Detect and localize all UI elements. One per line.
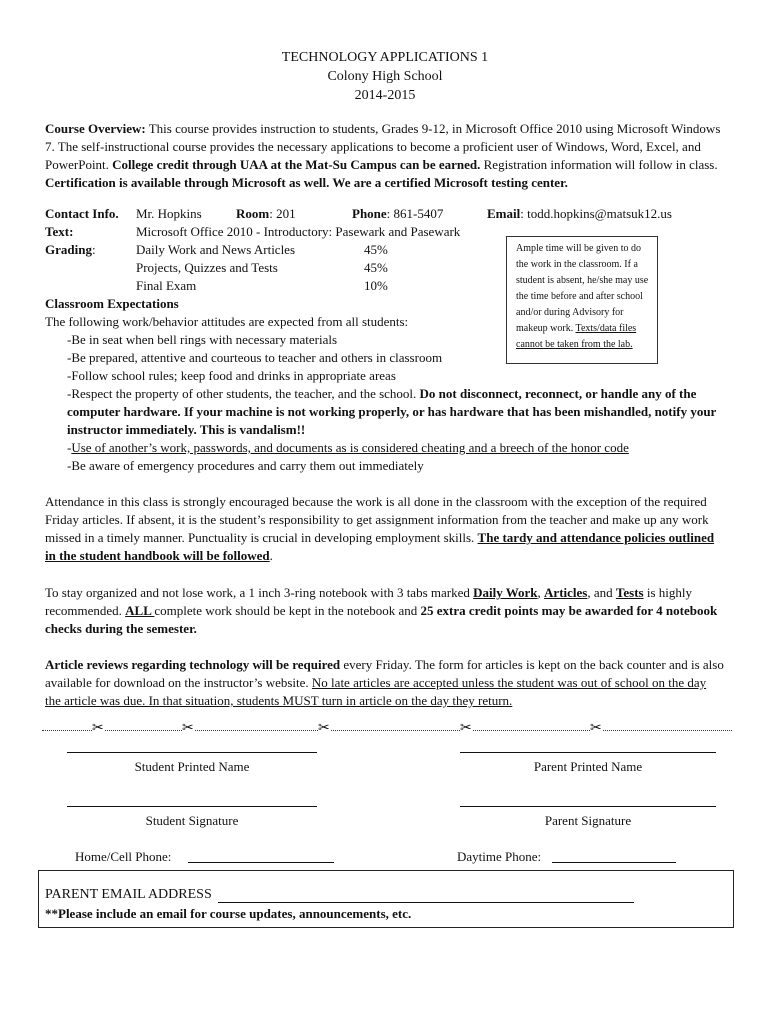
teacher-name: Mr. Hopkins <box>136 206 202 221</box>
phone-label: Phone <box>352 206 387 221</box>
textbook: Microsoft Office 2010 - Introductory: Pasewark and Pasewark <box>136 224 461 239</box>
lab-files-note: Texts/data files cannot be taken from the lab. <box>516 323 637 350</box>
parent-signature-label: Parent Signature <box>544 813 632 828</box>
articles-text: every Friday. The form for articles is kept on the back counter and is also available for download on the instructor’s website. <box>45 657 724 690</box>
expectations-heading: Classroom Expectations <box>45 296 179 311</box>
email-label: Email <box>487 206 521 221</box>
overview-label: Course Overview: <box>45 121 146 136</box>
course-title: TECHNOLOGY APPLICATIONS 1 <box>281 50 489 65</box>
notebook-paragraph <box>45 584 725 638</box>
tab-tests: Tests <box>615 585 644 600</box>
parent-email-label: PARENT EMAIL ADDRESS <box>45 887 212 902</box>
student-printed-name-label: Student Printed Name <box>134 759 250 774</box>
cut-line <box>42 730 732 731</box>
grading-label-text: Grading <box>45 242 92 257</box>
respect-text: -Respect the property of other students, the teacher, and the school. <box>67 386 420 401</box>
scissors-icon: ✂ <box>182 721 194 736</box>
tardy-policy: The tardy and attendance policies outlined in the student handbook will be followed <box>45 530 715 563</box>
daytime-phone-line[interactable] <box>552 862 676 863</box>
tab-articles: Articles <box>544 585 588 600</box>
parent-printed-name-line[interactable] <box>460 752 716 753</box>
school-year: 2014-2015 <box>354 88 416 103</box>
registration-text: Registration information will follow in class. <box>480 157 718 172</box>
student-signature-label: Student Signature <box>145 813 239 828</box>
articles-paragraph <box>45 656 725 710</box>
notebook-text: To stay organized and not lose work, a 1 inch 3-ring notebook with 3 tabs marked <box>45 585 474 600</box>
separator: , and <box>587 585 616 600</box>
contact-label: Contact Info. <box>45 206 119 221</box>
text-label: Text: <box>45 224 74 239</box>
expectation-item: -Be in seat when bell rings with necessary materials <box>67 332 338 347</box>
grading-label <box>45 241 96 259</box>
home-phone-line[interactable] <box>188 862 334 863</box>
attendance-text: Attendance in this class is strongly encouraged because the work is all done in the classroom with the exception of the required Friday articles. If absent, it is the student’s responsibility to get assignment information from the teacher and make up any work missed in a timely manner. Punctuality is crucial in developing employment skills. <box>45 494 709 545</box>
home-phone-label: Home/Cell Phone: <box>75 849 172 864</box>
late-article-policy: No late articles are accepted unless the student was out of school on the day the article was due. In that situation, students MUST turn in article on the day they return. <box>45 675 707 708</box>
makeup-note-box <box>506 236 658 364</box>
scissors-icon: ✂ <box>318 721 330 736</box>
certification-text: Certification is available through Microsoft as well. We are a certified Microsoft testing center. <box>45 175 568 190</box>
room-label: Room <box>236 206 270 221</box>
grading-pct: 45% <box>364 242 388 257</box>
respect-property-item <box>67 385 727 439</box>
tab-daily-work: Daily Work <box>473 585 538 600</box>
grading-item: Daily Work and News Articles <box>136 242 296 257</box>
notebook-text: is highly recommended. <box>45 585 692 618</box>
cheating-item <box>67 439 629 457</box>
phone-info <box>352 205 443 223</box>
grading-pct: 10% <box>364 278 388 293</box>
article-requirement: Article reviews regarding technology will be required <box>45 657 341 672</box>
student-signature-line[interactable] <box>67 806 317 807</box>
expectation-item: -Follow school rules; keep food and drinks in appropriate areas <box>67 368 396 383</box>
cheating-prefix: - <box>67 440 72 455</box>
expectations-intro: The following work/behavior attitudes are expected from all students: <box>45 314 409 329</box>
hardware-warning: Do not disconnect, reconnect, or handle any of the computer hardware. If your machine is not working properly, or has hardware that has been mishandled, notify your instructor immediately. This is vandalism!! <box>67 386 717 437</box>
grading-pct: 45% <box>364 260 388 275</box>
college-credit-text: College credit through UAA at the Mat-Su Campus can be earned. <box>112 157 481 172</box>
room-number: : 201 <box>269 206 296 221</box>
email-info <box>487 205 672 223</box>
student-printed-name-line[interactable] <box>67 752 317 753</box>
grading-item: Final Exam <box>136 278 197 293</box>
email-address: : todd.hopkins@matsuk12.us <box>520 206 672 221</box>
scissors-icon: ✂ <box>92 721 104 736</box>
parent-printed-name-label: Parent Printed Name <box>533 759 643 774</box>
makeup-note-text: Ample time will be given to do the work in the classroom. If a student is absent, he/she may use the time before and after school and/or during Advisory for makeup work. <box>516 243 649 334</box>
scissors-icon: ✂ <box>590 721 602 736</box>
school-name: Colony High School <box>327 69 443 84</box>
parent-email-line[interactable] <box>218 902 634 903</box>
daytime-phone-label: Daytime Phone: <box>457 849 542 864</box>
emergency-item: -Be aware of emergency procedures and carry them out immediately <box>67 458 424 473</box>
room-info <box>236 205 296 223</box>
extra-credit-text: 25 extra credit points may be awarded for 4 notebook checks during the semester. <box>45 603 718 636</box>
email-note: **Please include an email for course updates, announcements, etc. <box>45 906 412 921</box>
separator: , <box>537 585 545 600</box>
scissors-icon: ✂ <box>460 721 472 736</box>
phone-number: : 861-5407 <box>386 206 444 221</box>
grading-colon: : <box>91 242 96 257</box>
attendance-end: . <box>269 548 273 563</box>
course-overview <box>45 120 725 192</box>
cheating-text: Use of another’s work, passwords, and documents as is considered cheating and a breech of the honor code <box>71 440 629 455</box>
notebook-text: complete work should be kept in the notebook and <box>154 603 421 618</box>
parent-signature-line[interactable] <box>460 806 716 807</box>
attendance-paragraph <box>45 493 725 565</box>
expectation-item: -Be prepared, attentive and courteous to teacher and others in classroom <box>67 350 443 365</box>
grading-item: Projects, Quizzes and Tests <box>136 260 278 275</box>
overview-text: This course provides instruction to students, Grades 9-12, in Microsoft Office 2010 using Microsoft Windows 7. The self-instructional course provides the necessary applications to become a proficient user of Windows, Word, Excel, and PowerPoint. <box>45 121 721 172</box>
all-emphasis: ALL <box>125 603 155 618</box>
